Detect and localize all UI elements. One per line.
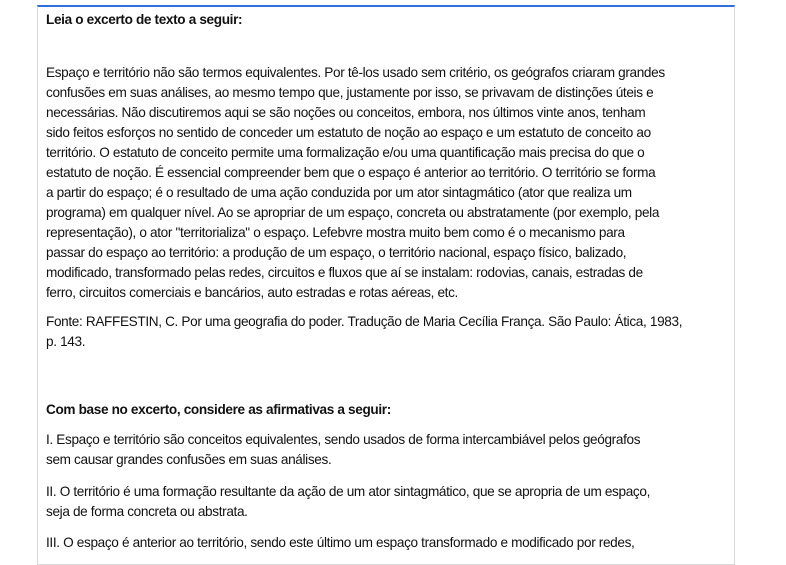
excerpt-heading: Leia o excerto de texto a seguir:: [46, 12, 243, 27]
excerpt-line: confusões em suas análises, ao mesmo tempo que, justamente por isso, se privavam de distinções úteis e: [46, 85, 654, 100]
excerpt-line: sido feitos esforços no sentido de conceder um estatuto de noção ao espaço e um estatuto de conceito ao: [46, 125, 651, 140]
statement-line: III. O espaço é anterior ao território, sendo este último um espaço transformado e modificado por redes,: [46, 535, 635, 550]
excerpt-line: passar do espaço ao território: a produção de um espaço, o território nacional, espaço físico, balizado,: [46, 245, 627, 260]
statement-line: sem causar grandes confusões em suas análises.: [46, 452, 332, 467]
excerpt-line: Espaço e território não são termos equivalentes. Por tê-los usado sem critério, os geógrafos criaram grandes: [46, 65, 665, 80]
excerpt-line: necessárias. Não discutiremos aqui se são noções ou conceitos, embora, nos últimos vinte anos, tenham: [46, 105, 646, 120]
excerpt-line: estatuto de noção. É essencial compreender bem que o espaço é anterior ao território. O território se forma: [46, 165, 656, 180]
statement-line: I. Espaço e território são conceitos equivalentes, sendo usados de forma intercambiável pelos geógrafos: [46, 432, 641, 447]
excerpt-line: modificado, transformado pelas redes, circuitos e fluxos que aí se instalam: rodovias, canais, estradas de: [46, 265, 643, 280]
statements-prompt: Com base no excerto, considere as afirmativas a seguir:: [46, 402, 391, 417]
excerpt-line: território. O estatuto de conceito permite uma formalização e/ou uma quantificação mais precisa do que o: [46, 145, 645, 160]
source-line: Fonte: RAFFESTIN, C. Por uma geografia do poder. Tradução de Maria Cecília França. São Paulo: Ática, 1983,: [46, 314, 683, 329]
excerpt-line: ferro, circuitos comerciais e bancários, auto estradas e rotas aéreas, etc.: [46, 285, 458, 300]
excerpt-line: programa) em qualquer nível. Ao se apropriar de um espaço, concreta ou abstratamente (por exemplo, pela: [46, 205, 660, 220]
statement-line: II. O território é uma formação resultante da ação de um ator sintagmático, que se apropria de um espaço,: [46, 484, 651, 499]
source-line: p. 143.: [46, 334, 86, 349]
excerpt-line: a partir do espaço; é o resultado de uma ação conduzida por um ator sintagmático (ator que realiza um: [46, 185, 632, 200]
excerpt-line: representação), o ator "territorializa" o espaço. Lefebvre mostra muito bem como é o mecanismo para: [46, 225, 625, 240]
statement-line: seja de forma concreta ou abstrata.: [46, 504, 248, 519]
